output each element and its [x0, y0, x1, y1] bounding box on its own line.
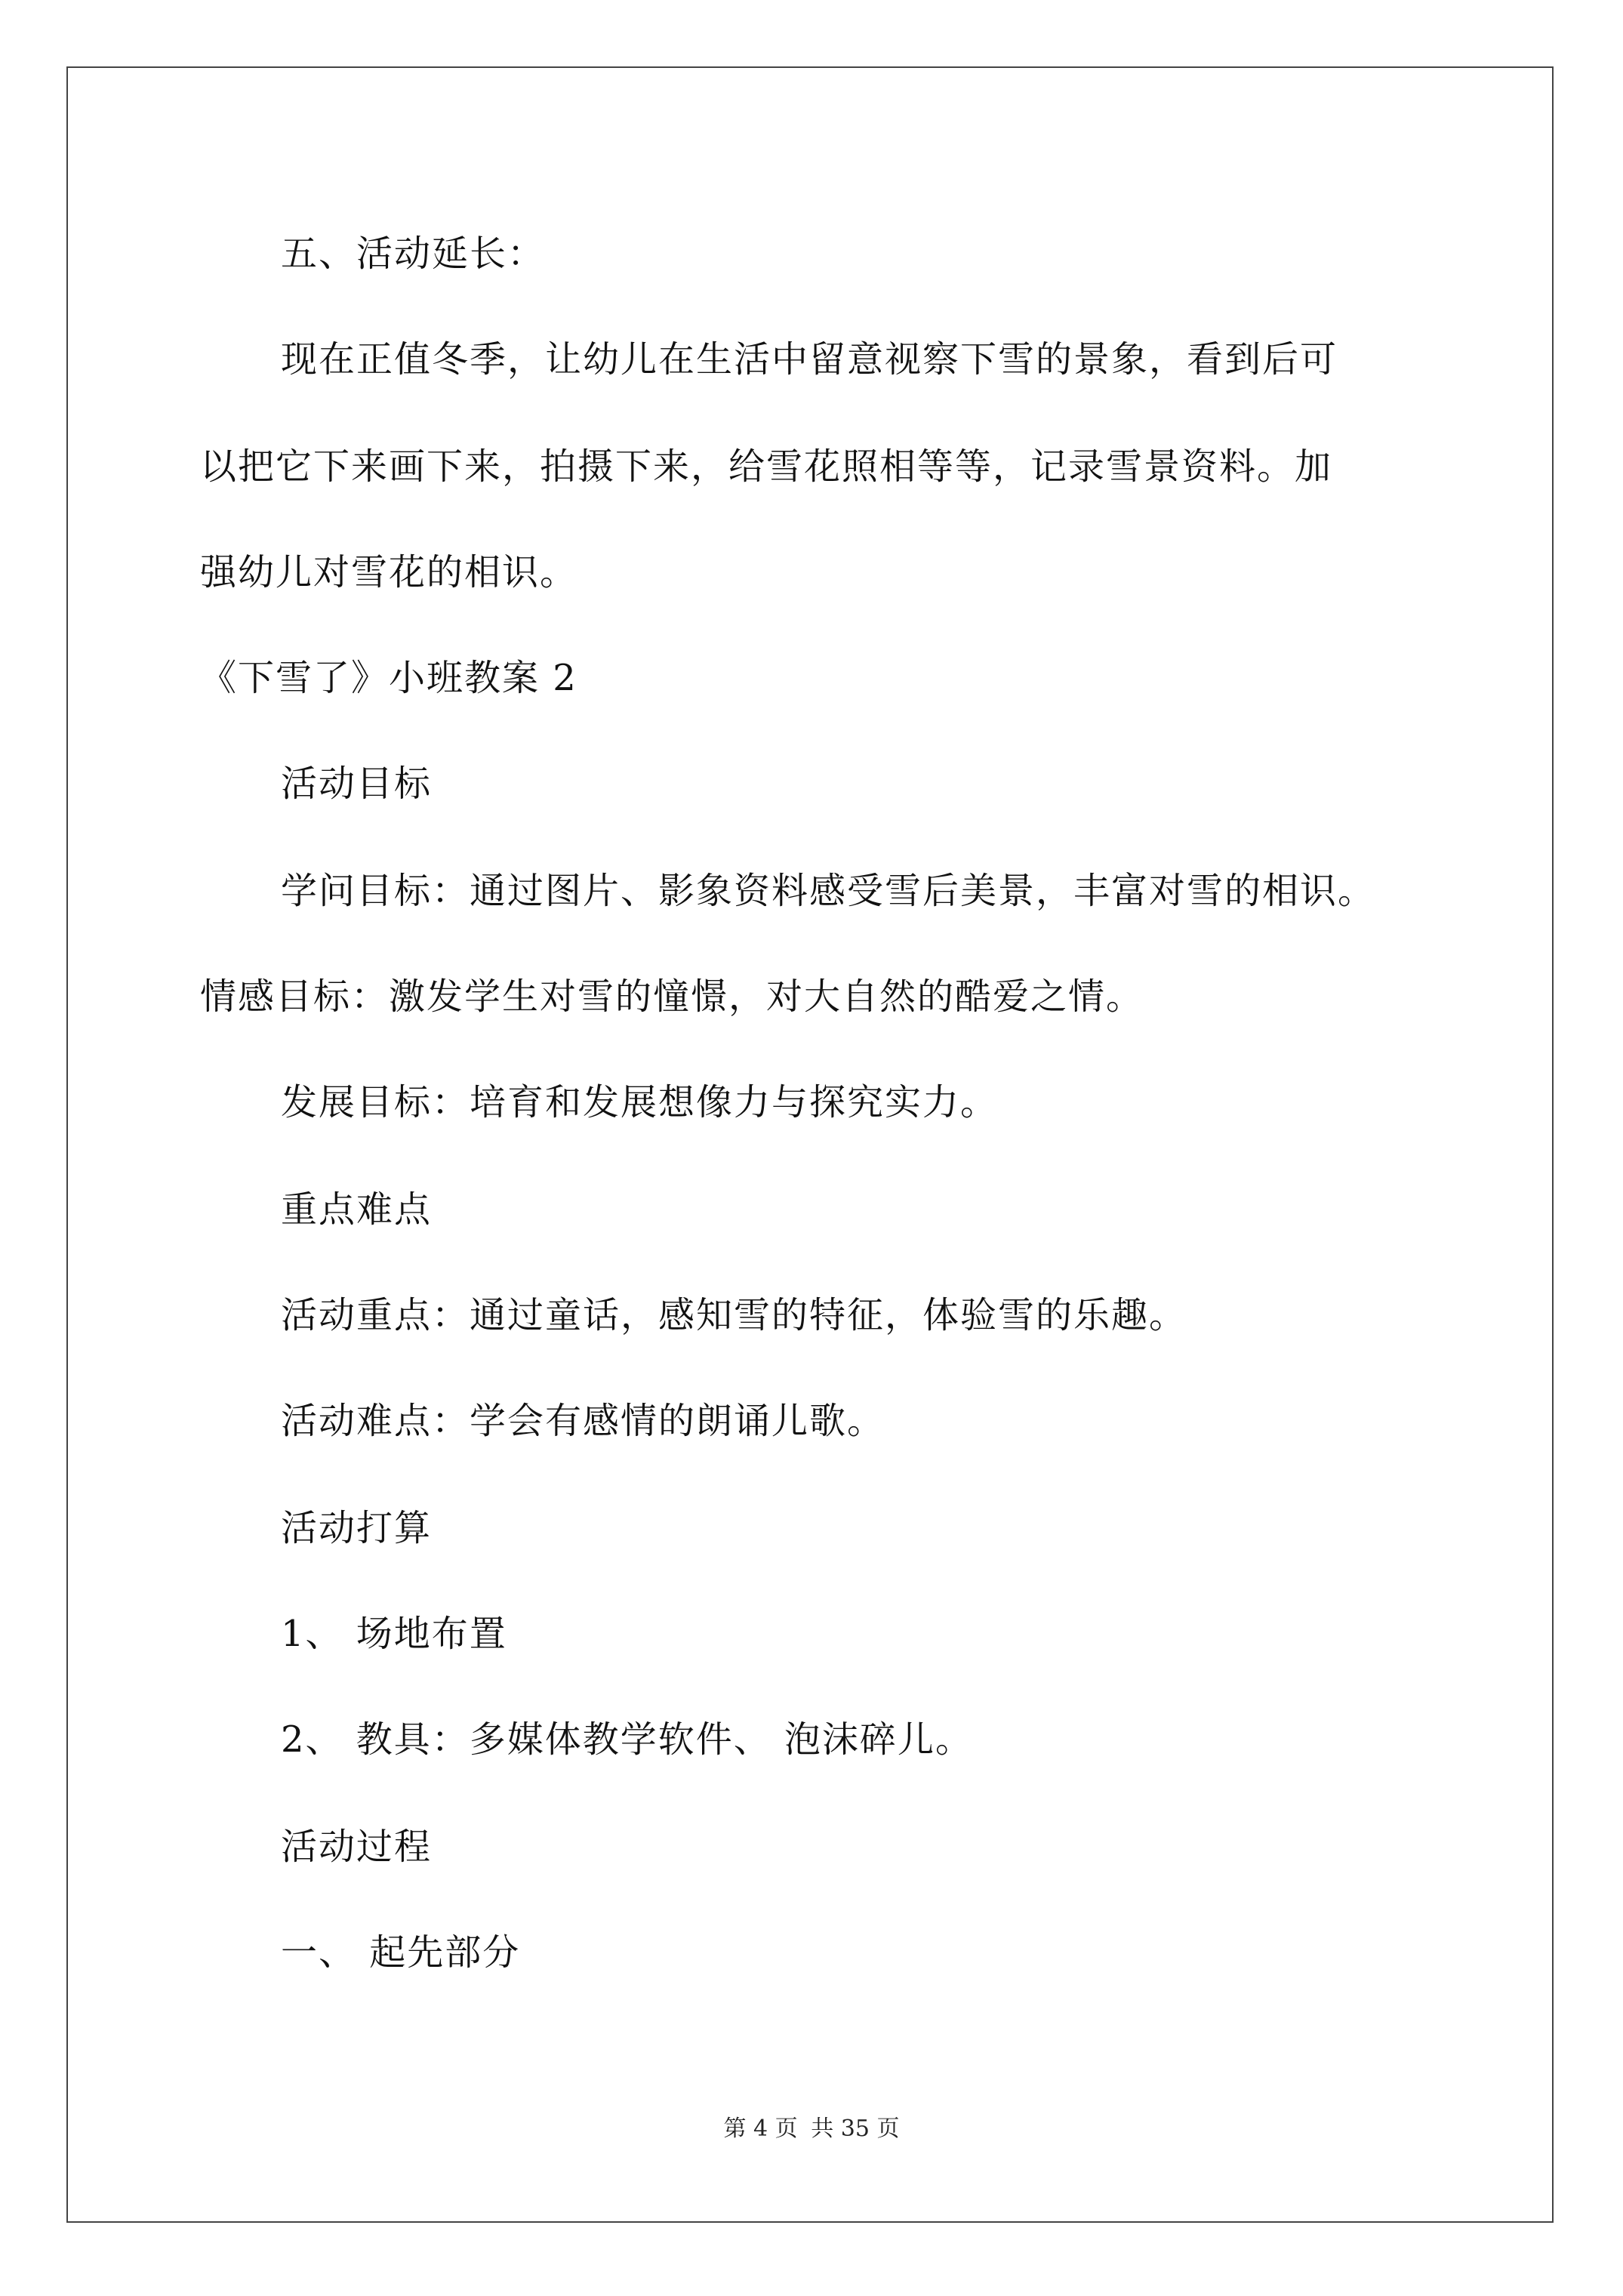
page-total: 共 35 页: [811, 2116, 900, 2142]
paragraph-line: 发展目标：培育和发展想像力与探究实力。: [281, 1081, 999, 1123]
section-heading-process: 活动过程: [281, 1826, 433, 1868]
paragraph-line: 强幼儿对雪花的相识。: [200, 551, 578, 593]
paragraph-line: 活动难点：学会有感情的朗诵儿歌。: [281, 1400, 885, 1442]
paragraph-line: 以把它下来画下来，拍摄下来，给雪花照相等等，记录雪景资料。加: [200, 445, 1333, 488]
paragraph-line: 现在正值冬季，让幼儿在生活中留意视察下雪的景象，看到后可: [281, 338, 1338, 381]
section-heading-goals: 活动目标: [281, 763, 433, 805]
paragraph-line: 情感目标：激发学生对雪的憧憬，对大自然的酷爱之情。: [200, 975, 1144, 1018]
page-border: [66, 66, 1554, 2223]
list-item: 一、 起先部分: [281, 1931, 521, 1974]
list-item: 1、 场地布置: [281, 1613, 507, 1655]
section-heading-key-points: 重点难点: [281, 1188, 433, 1231]
page-number: 第 4 页: [723, 2116, 798, 2142]
paragraph-line: 学问目标：通过图片、影象资料感受雪后美景，丰富对雪的相识。: [281, 870, 1376, 912]
document-title: 《下雪了》小班教案 2: [200, 657, 577, 699]
list-item: 2、 教具：多媒体教学软件、 泡沫碎儿。: [281, 1718, 974, 1761]
section-heading-activity-extension: 五、活动延长：: [281, 233, 546, 275]
page-footer: [0, 2114, 1623, 2144]
paragraph-line: 活动重点：通过童话，感知雪的特征，体验雪的乐趣。: [281, 1294, 1187, 1336]
section-heading-preparation: 活动打算: [281, 1507, 433, 1549]
